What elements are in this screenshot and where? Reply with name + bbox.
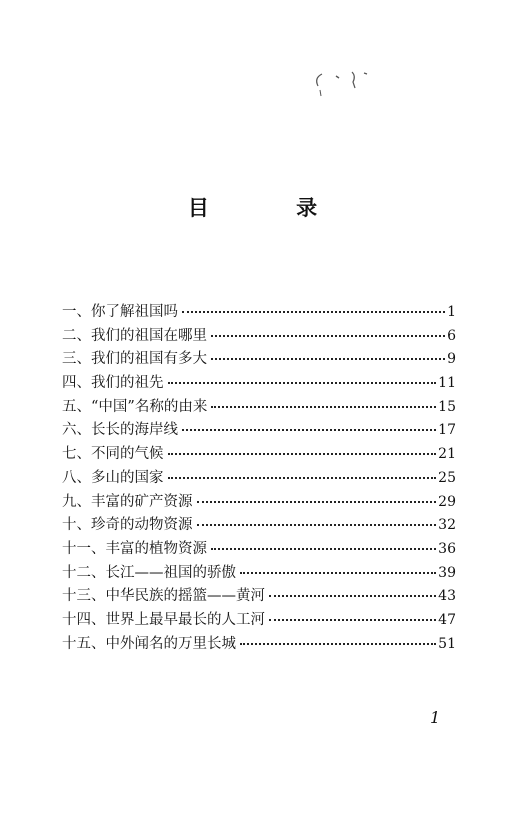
toc-entry[interactable] (62, 466, 456, 490)
toc-entry-title: 二、我们的祖国在哪里 (62, 327, 207, 344)
dot-leader (182, 311, 445, 313)
toc-entry[interactable] (62, 395, 456, 419)
toc-entry-page: 15 (438, 398, 456, 415)
toc-entry-title: 七、不同的气候 (62, 446, 164, 463)
toc-entry-page: 51 (438, 635, 456, 652)
dot-leader (197, 524, 437, 526)
toc-entry[interactable] (62, 300, 456, 324)
dot-leader (269, 595, 436, 597)
dot-leader (168, 477, 437, 479)
toc-entry[interactable] (62, 418, 456, 442)
toc-entry-title: 十三、中华民族的摇篮——黄河 (62, 588, 265, 605)
dot-leader (211, 548, 436, 550)
toc-entry-title: 十四、世界上最早最长的人工河 (62, 611, 265, 628)
dot-leader (240, 643, 436, 645)
toc-entry[interactable] (62, 513, 456, 537)
toc-entry-page: 29 (438, 493, 456, 510)
toc-entry-page: 21 (438, 446, 456, 463)
toc-entry[interactable] (62, 347, 456, 371)
toc-entry-title: 六、长长的海岸线 (62, 422, 178, 439)
dot-leader (168, 382, 437, 384)
toc-entry-title: 十、珍奇的动物资源 (62, 517, 193, 534)
dot-leader (197, 501, 437, 503)
toc-entry[interactable] (62, 537, 456, 561)
toc-entry-page: 36 (438, 540, 456, 557)
table-of-contents (62, 300, 456, 655)
dot-leader (269, 619, 436, 621)
toc-entry-title: 四、我们的祖先 (62, 375, 164, 392)
page-title: 目 录 (187, 196, 358, 220)
toc-entry-title: 八、多山的国家 (62, 469, 164, 486)
toc-entry[interactable] (62, 442, 456, 466)
dot-leader (211, 358, 445, 360)
dot-leader (168, 453, 437, 455)
toc-entry-page: 1 (447, 304, 456, 320)
toc-entry-page: 47 (438, 611, 456, 628)
toc-entry[interactable] (62, 324, 456, 348)
page-number: 1 (430, 708, 441, 727)
toc-entry-title: 十二、长江——祖国的骄傲 (62, 564, 236, 581)
toc-entry[interactable] (62, 561, 456, 585)
toc-entry[interactable] (62, 608, 456, 632)
toc-entry[interactable] (62, 371, 456, 395)
toc-entry-page: 43 (438, 588, 456, 605)
toc-entry-title: 十五、中外闻名的万里长城 (62, 635, 236, 652)
dot-leader (211, 406, 436, 408)
toc-entry-title: 九、丰富的矿产资源 (62, 493, 193, 510)
toc-entry[interactable] (62, 584, 456, 608)
toc-entry[interactable] (62, 490, 456, 514)
toc-entry-title: 十一、丰富的植物资源 (62, 540, 207, 557)
toc-entry-title: 五、“中国”名称的由来 (62, 398, 208, 415)
toc-entry-page: 39 (438, 564, 456, 581)
toc-entry-page: 17 (438, 422, 456, 439)
dot-leader (240, 572, 436, 574)
toc-entry[interactable] (62, 632, 456, 656)
toc-entry-page: 6 (447, 327, 456, 344)
toc-entry-page: 25 (438, 469, 456, 486)
toc-entry-page: 11 (438, 375, 456, 392)
toc-entry-title: 一、你了解祖国吗 (62, 304, 178, 320)
dot-leader (182, 429, 436, 431)
toc-entry-page: 9 (447, 351, 456, 368)
dot-leader (211, 335, 445, 337)
toc-entry-title: 三、我们的祖国有多大 (62, 351, 207, 368)
toc-entry-page: 32 (438, 517, 456, 534)
handwritten-mark (312, 64, 392, 104)
